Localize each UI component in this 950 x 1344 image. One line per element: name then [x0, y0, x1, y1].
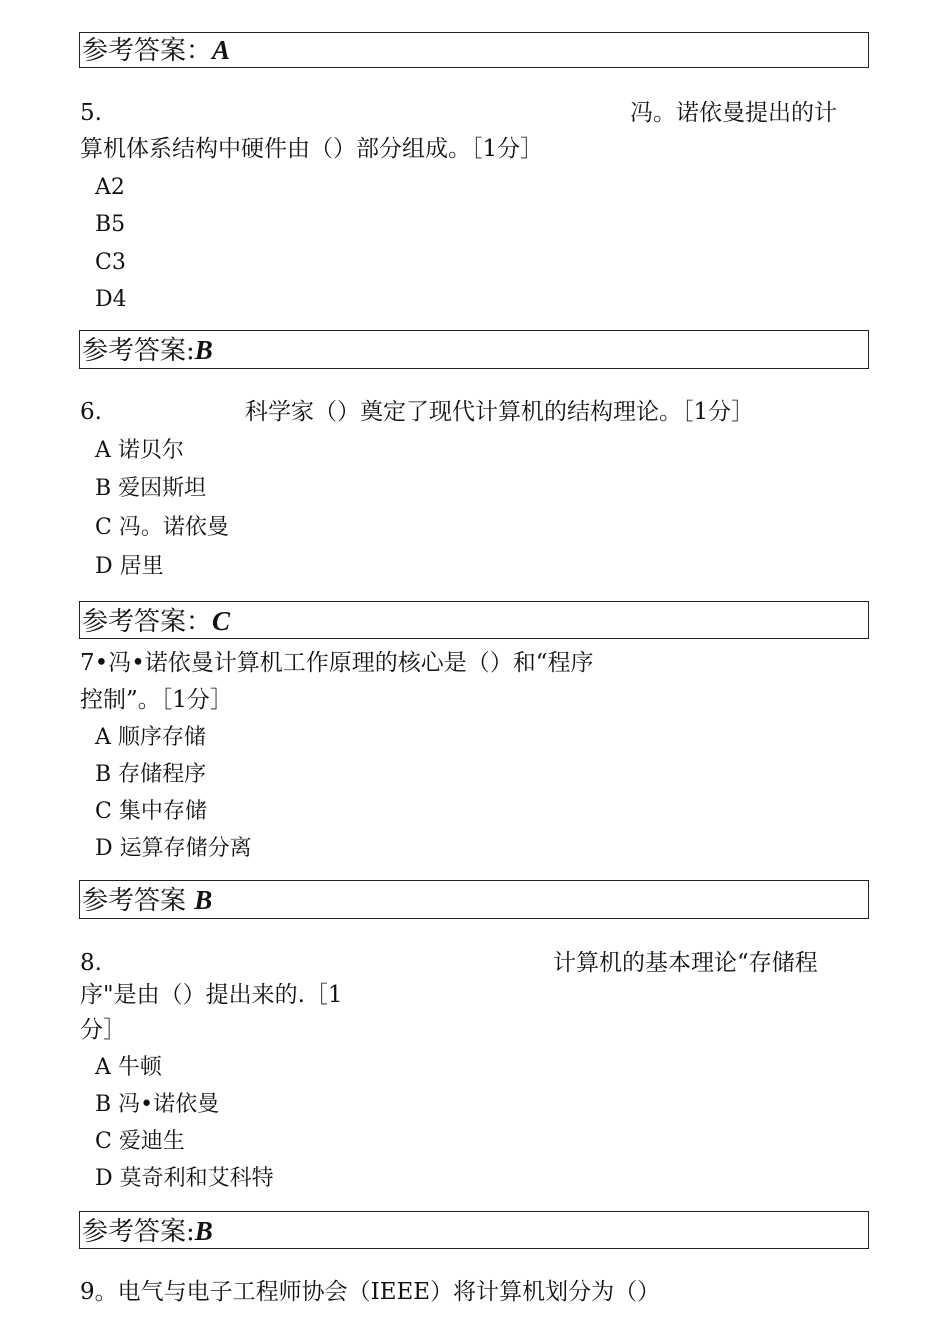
answer-value: C — [212, 606, 231, 636]
answer-box — [79, 880, 869, 919]
option-a: A 诺贝尔 — [95, 438, 184, 463]
option-a: A 牛顿 — [95, 1055, 162, 1080]
question-stem-line: 9。电气与电子工程师协会（IEEE）将计算机划分为（） — [80, 1279, 661, 1305]
question-stem-line: 计算机的基本理论“存储程 — [553, 950, 818, 976]
option-d: D 运算存储分离 — [95, 836, 252, 861]
option-c: C 爱迪生 — [95, 1129, 185, 1154]
answer-label-text: 参考答案 — [82, 886, 187, 916]
option-b: B 存储程序 — [95, 762, 207, 787]
option-b: B5 — [95, 212, 126, 237]
question-stem-line: 科学家（）奠定了现代计算机的结构理论。［1分］ — [245, 399, 755, 425]
option-d: D 居里 — [95, 554, 164, 579]
option-a: A 顺序存储 — [95, 725, 206, 750]
answer-box — [79, 1211, 869, 1249]
question-stem-line: 冯。诺依曼提出的计 — [630, 100, 837, 126]
answer-label — [82, 1214, 213, 1249]
question-stem-line: 序"是由（）提出来的.［1 — [80, 982, 343, 1008]
answer-value: B — [194, 1216, 213, 1246]
answer-label-text: 参考答案: — [82, 336, 195, 366]
answer-label-text: 参考答案： — [82, 36, 213, 66]
question-stem-line: 控制”。［1分］ — [80, 687, 233, 713]
answer-label-text: 参考答案： — [82, 607, 213, 637]
answer-box — [79, 32, 869, 68]
option-c: C 冯。诺依曼 — [95, 515, 229, 540]
question-number: 5. — [80, 100, 102, 126]
answer-box — [79, 601, 869, 639]
answer-label — [82, 333, 213, 368]
option-c: C3 — [95, 250, 126, 275]
question-stem-line: 算机体系结构中硬件由（）部分组成。［1分］ — [80, 136, 544, 162]
option-b: B 爱因斯坦 — [95, 476, 207, 501]
answer-label — [82, 604, 230, 639]
answer-value: A — [212, 35, 231, 65]
answer-value: B — [194, 335, 213, 365]
question-stem-line: 分］ — [80, 1017, 126, 1043]
option-a: A2 — [95, 175, 125, 200]
option-c: C 集中存储 — [95, 799, 207, 824]
question-number: 6. — [80, 399, 102, 425]
answer-label — [82, 883, 212, 918]
answer-value: B — [194, 885, 213, 915]
option-d: D4 — [95, 287, 127, 312]
question-number: 8. — [80, 950, 102, 976]
option-b: B 冯•诺依曼 — [95, 1092, 220, 1117]
answer-label-text: 参考答案: — [82, 1217, 195, 1247]
question-stem-line: 7•冯•诺依曼计算机工作原理的核心是（）和“程序 — [80, 650, 594, 676]
answer-box — [79, 330, 869, 369]
answer-label — [82, 33, 230, 68]
option-d: D 莫奇利和艾科特 — [95, 1166, 274, 1191]
